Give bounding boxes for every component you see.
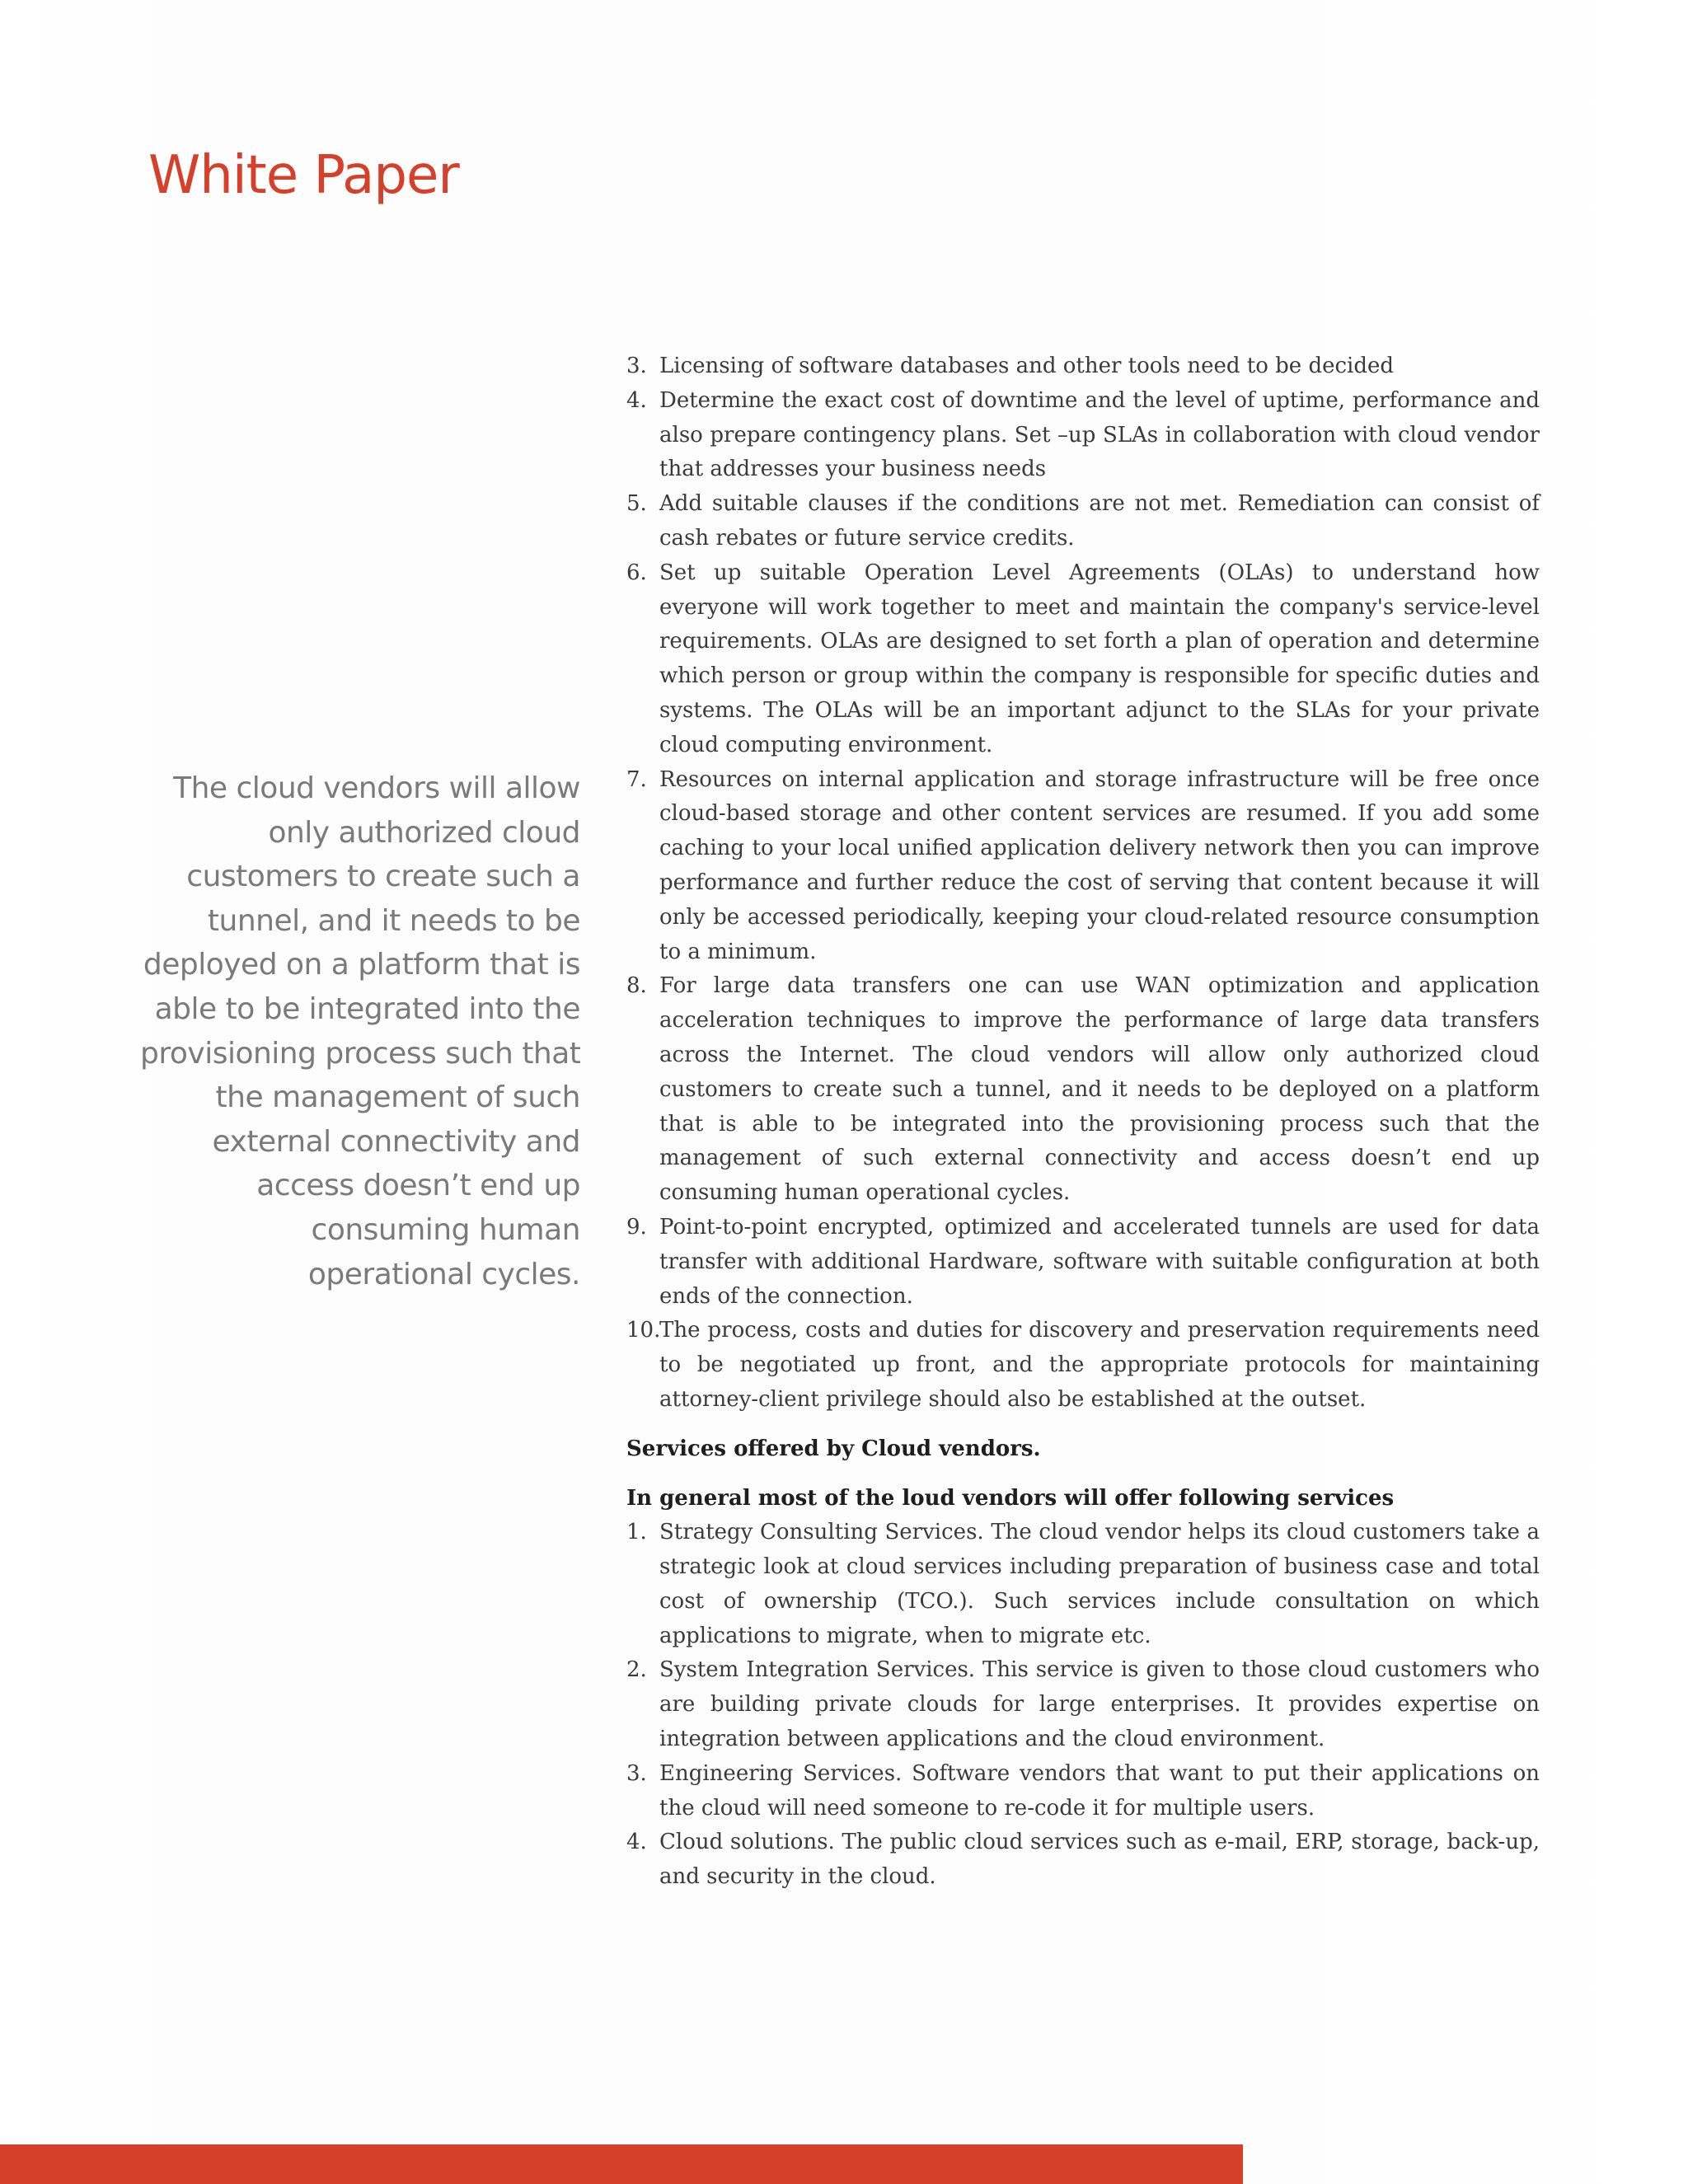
pull-quote-line: the management of such [215, 1080, 580, 1115]
list-item-text: System Integration Services. This service is given to those cloud customers who are building private clouds for large enterprises. It provides expertise on integration between applications and the cloud environment. [659, 1657, 1540, 1752]
list-item [626, 349, 1540, 384]
list-item-number: 2. [626, 1657, 647, 1683]
list-item [626, 1825, 1540, 1895]
list-item-text: Resources on internal application and storage infrastructure will be free once cloud-based storage and other content services are resumed. If you add some caching to your local unified application delivery network then you can improve performance and further reduce the cost of serving that content because it will only be accessed periodically, keeping your cloud-related resource consumption to a minimum. [659, 766, 1540, 964]
list-item-number: 8. [626, 973, 647, 999]
list-item-text: Set up suitable Operation Level Agreements (OLAs) to understand how everyone will work together to meet and maintain the company's service-level requirements. OLAs are designed to set forth a plan of operation and determine which person or group within the company is responsible for specific duties and systems. The OLAs will be an important adjunct to the SLAs for your private cloud computing environment. [659, 560, 1540, 757]
pull-quote-line: The cloud vendors will allow [173, 771, 580, 805]
pull-quote-line: able to be integrated into the [154, 991, 580, 1026]
list-item-number: 9. [626, 1214, 647, 1240]
pull-quote-line: deployed on a platform that is [143, 948, 580, 982]
list-item [626, 1516, 1540, 1653]
list-item-number: 5. [626, 491, 647, 517]
list-item-text: Engineering Services. Software vendors that want to put their applications on the cloud will need someone to re-code it for multiple users. [659, 1760, 1540, 1821]
list-item [626, 763, 1540, 970]
pull-quote-line: only authorized cloud [268, 815, 580, 850]
footer-accent-bar [0, 2144, 1243, 2184]
services-list [626, 1516, 1540, 1895]
section-heading: Services offered by Cloud vendors. [626, 1436, 1041, 1461]
list-item [626, 1211, 1540, 1314]
list-item-number: 7. [626, 766, 647, 792]
pull-quote-line: access doesn’t end up [256, 1169, 580, 1203]
main-text-column [626, 349, 1540, 1895]
section-subheading: In general most of the loud vendors will offer following services [626, 1485, 1395, 1511]
list-item-text: Strategy Consulting Services. The cloud vendor helps its cloud customers take a strategic look at cloud services including preparation of business case and total cost of ownership (TCO.). Such services include consultation on which applications to migrate, when to migrate etc. [659, 1520, 1540, 1648]
list-item-number: 6. [626, 560, 647, 585]
list-item-number: 3. [626, 1760, 647, 1786]
list-item-text: The process, costs and duties for discovery and preservation requirements need to be negotiated up front, and the appropriate protocols for maintaining attorney-client privilege should also be established at the outset. [659, 1318, 1540, 1412]
list-item-text: Add suitable clauses if the conditions are not met. Remediation can consist of cash rebates or future service credits. [659, 491, 1540, 551]
list-item-number: 3. [626, 354, 647, 378]
list-item-text: For large data transfers one can use WAN optimization and application acceleration techniques to improve the performance of large data transfers across the Internet. The cloud vendors will allow only authorized cloud customers to create such a tunnel, and it needs to be deployed on a platform that is able to be integrated into the provisioning process such that the management of such external connectivity and access doesn’t end up consuming human operational cycles. [659, 973, 1540, 1206]
pull-quote-line: consuming human [311, 1212, 580, 1247]
list-item-number: 10. [626, 1318, 661, 1343]
page-title: White Paper [148, 145, 459, 206]
list-item-text: Point-to-point encrypted, optimized and accelerated tunnels are used for data transfer with additional Hardware, software with suitable configuration at both ends of the connection. [659, 1214, 1540, 1309]
requirements-list [626, 349, 1540, 1418]
list-item [626, 1314, 1540, 1417]
list-item-number: 1. [626, 1520, 647, 1545]
pull-quote-line: provisioning process such that [140, 1036, 581, 1071]
list-item [626, 1653, 1540, 1756]
list-item [626, 487, 1540, 556]
list-item-text: Licensing of software databases and other tools need to be decided [659, 354, 1395, 378]
list-item [626, 1757, 1540, 1826]
pull-quote-line: tunnel, and it needs to be [207, 903, 580, 938]
list-item-text: Determine the exact cost of downtime and the level of uptime, performance and also prepare contingency plans. Set –up SLAs in collaboration with cloud vendor that addresses your business needs [659, 387, 1540, 482]
pull-quote-line: external connectivity and [212, 1124, 580, 1159]
pull-quote [140, 766, 580, 1296]
list-item [626, 969, 1540, 1211]
list-item-number: 4. [626, 387, 647, 413]
list-item-number: 4. [626, 1830, 647, 1855]
pull-quote-line: customers to create such a [186, 860, 580, 894]
list-item [626, 556, 1540, 763]
list-item [626, 384, 1540, 487]
pull-quote-line: operational cycles. [307, 1257, 580, 1291]
list-item-text: Cloud solutions. The public cloud services such as e-mail, ERP, storage, back-up, and security in the cloud. [659, 1830, 1540, 1890]
